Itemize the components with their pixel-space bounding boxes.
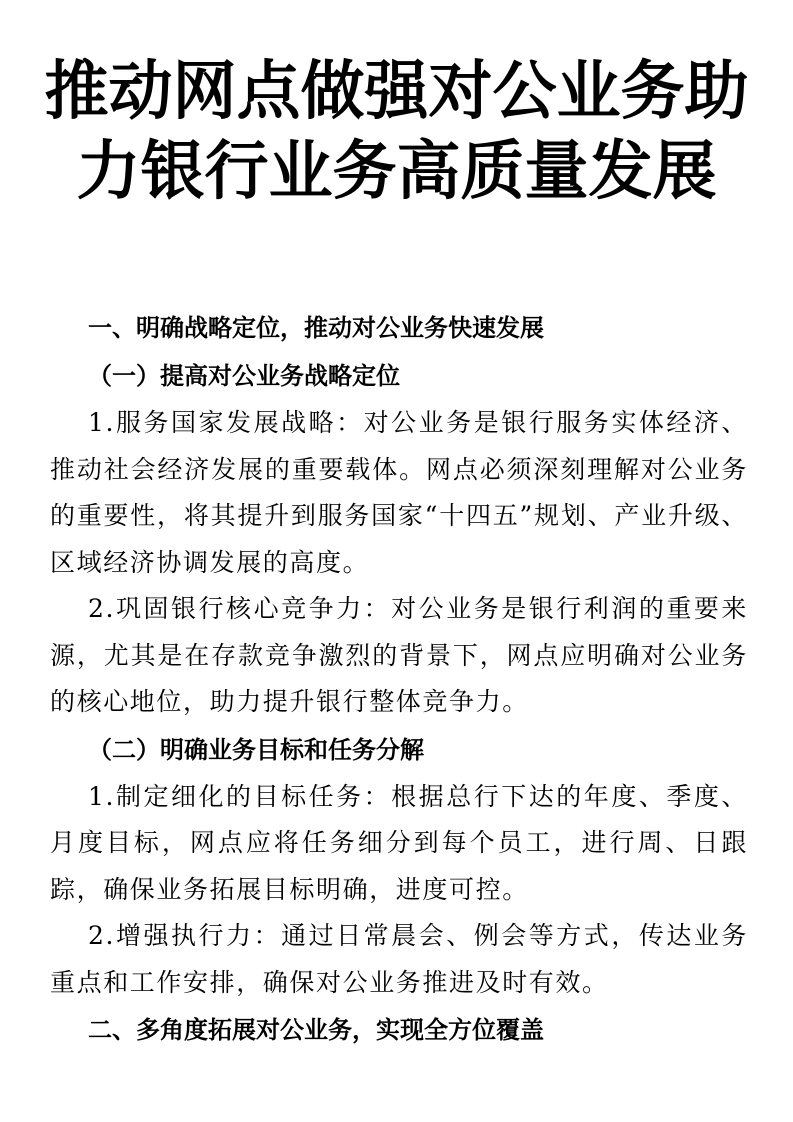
paragraph: 2.巩固银行核心竞争力：对公业务是银行利润的重要来源，尤其是在存款竞争激烈的背景下，网点应明确对公业务的核心地位，助力提升银行整体竞争力。 — [50, 594, 748, 716]
paragraph: 2.增强执行力：通过日常晨会、例会等方式，传达业务重点和工作安排，确保对公业务推进及时有效。 — [50, 921, 748, 997]
document-body — [50, 304, 748, 1054]
subsection-heading-2: （二）明确业务目标和任务分解 — [88, 735, 424, 764]
subsection-heading-1: （一）提高对公业务战略定位 — [88, 362, 400, 390]
section-heading-2: 二、多角度拓展对公业务，实现全方位覆盖 — [88, 1016, 544, 1044]
section-heading-1: 一、明确战略定位，推动对公业务快速发展 — [88, 314, 544, 342]
paragraph: 1.制定细化的目标任务：根据总行下达的年度、季度、月度目标，网点应将任务细分到每个员工，进行周、日跟踪，确保业务拓展目标明确，进度可控。 — [50, 781, 748, 904]
document-title: 推动网点做强对公业务助力银行业务高质量发展 — [44, 55, 749, 209]
paragraph: 1.服务国家发展战略：对公业务是银行服务实体经济、推动社会经济发展的重要载体。网点必须深刻理解对公业务的重要性，将其提升到服务国家“十四五”规划、产业升级、区域经济协调发展的高度。 — [50, 408, 748, 577]
